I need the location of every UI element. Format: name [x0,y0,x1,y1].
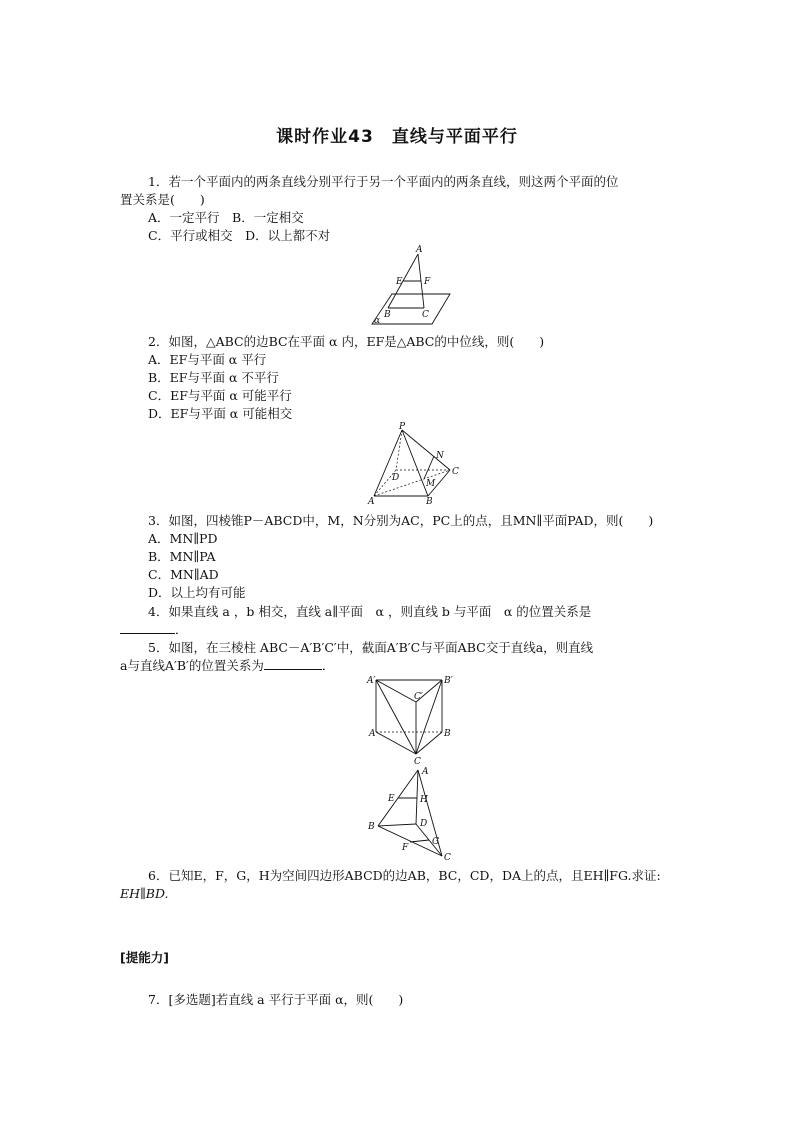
label-a: A [422,767,429,777]
label-c: C [414,757,421,767]
q2-option-d: D．EF与平面 α 可能相交 [148,406,293,421]
q3-option-d: D．以上均有可能 [148,585,246,600]
q3-option-a: A．MN∥PD [148,531,218,546]
label-m: M [426,479,436,489]
q2-option-b: B．EF与平面 α 不平行 [148,370,279,385]
q4-answer-blank [120,622,175,634]
label-b-prime: B′ [444,676,453,686]
label-e: E [388,794,395,804]
label-n: N [436,451,444,461]
label-b: B [368,822,375,832]
q5-stem-line2: a与直线A′B′的位置关系为 ． [120,658,335,673]
q2-option-a: A．EF与平面 α 平行 [148,352,267,367]
label-c-prime: C′ [414,692,423,702]
label-a-prime: A′ [367,676,376,686]
q4-stem: 4．如果直线 a ，b 相交，直线 a∥平面 α ，则直线 b 与平面 α 的位置关系是 [148,604,592,619]
figure-spatial-quadrilateral [366,764,462,864]
label-a: A [416,245,423,255]
q1-stem-line1: 1．若一个平面内的两条直线分别平行于另一个平面内的两条直线，则这两个平面的位 [148,174,619,189]
section-heading: [提能力] [120,950,169,965]
q5-stem-line1: 5．如图，在三棱柱 ABC－A′B′C′中，截面A′B′C与平面ABC交于直线a，则直线 [148,640,594,655]
label-p: P [399,422,406,432]
q3-option-c: C．MN∥AD [148,567,219,582]
label-alpha: α [374,316,381,326]
label-b: B [444,729,451,739]
label-b: B [426,497,433,507]
figure-pyramid [366,424,462,508]
q6-stem-line2: EH∥BD. [120,886,169,901]
label-a: A [368,497,375,507]
q1-options-line2: C．平行或相交 D．以上都不对 [148,228,331,243]
q2-stem: 2．如图，△ABC的边BC在平面 α 内，EF是△ABC的中位线，则( ) [148,334,545,349]
label-f: F [424,277,431,287]
q1-stem-line2: 置关系是( ) [120,192,205,207]
q1-options-line1: A．一定平行 B．一定相交 [148,210,304,225]
label-h: H [420,795,428,805]
label-a: A [369,729,376,739]
q7-stem: 7．[多选题]若直线 a 平行于平面 α，则( ) [148,992,404,1007]
label-c: C [422,310,429,320]
q4-answer-line: ． [120,622,188,638]
page-title: 课时作业43 直线与平面平行 [276,127,518,147]
q3-stem: 3．如图，四棱锥P－ABCD中，M，N分别为AC，PC上的点，且MN∥平面PAD，则( ) [148,513,654,528]
label-b: B [384,310,391,320]
figure-prism [366,672,462,768]
label-c: C [444,853,451,863]
label-d: D [392,473,400,483]
q3-option-b: B．MN∥PA [148,549,216,564]
q6-stem-line1: 6．已知E，F，G，H为空间四边形ABCD的边AB，BC，CD，DA上的点，且EH∥FG.求证: [148,868,661,883]
label-d: D [420,819,428,829]
q2-option-c: C．EF与平面 α 可能平行 [148,388,292,403]
figure-triangle-plane [368,244,458,328]
label-g: G [432,837,440,847]
label-c: C [452,467,459,477]
q5-answer-blank [264,658,322,670]
label-e: E [396,277,403,287]
label-f: F [402,843,409,853]
